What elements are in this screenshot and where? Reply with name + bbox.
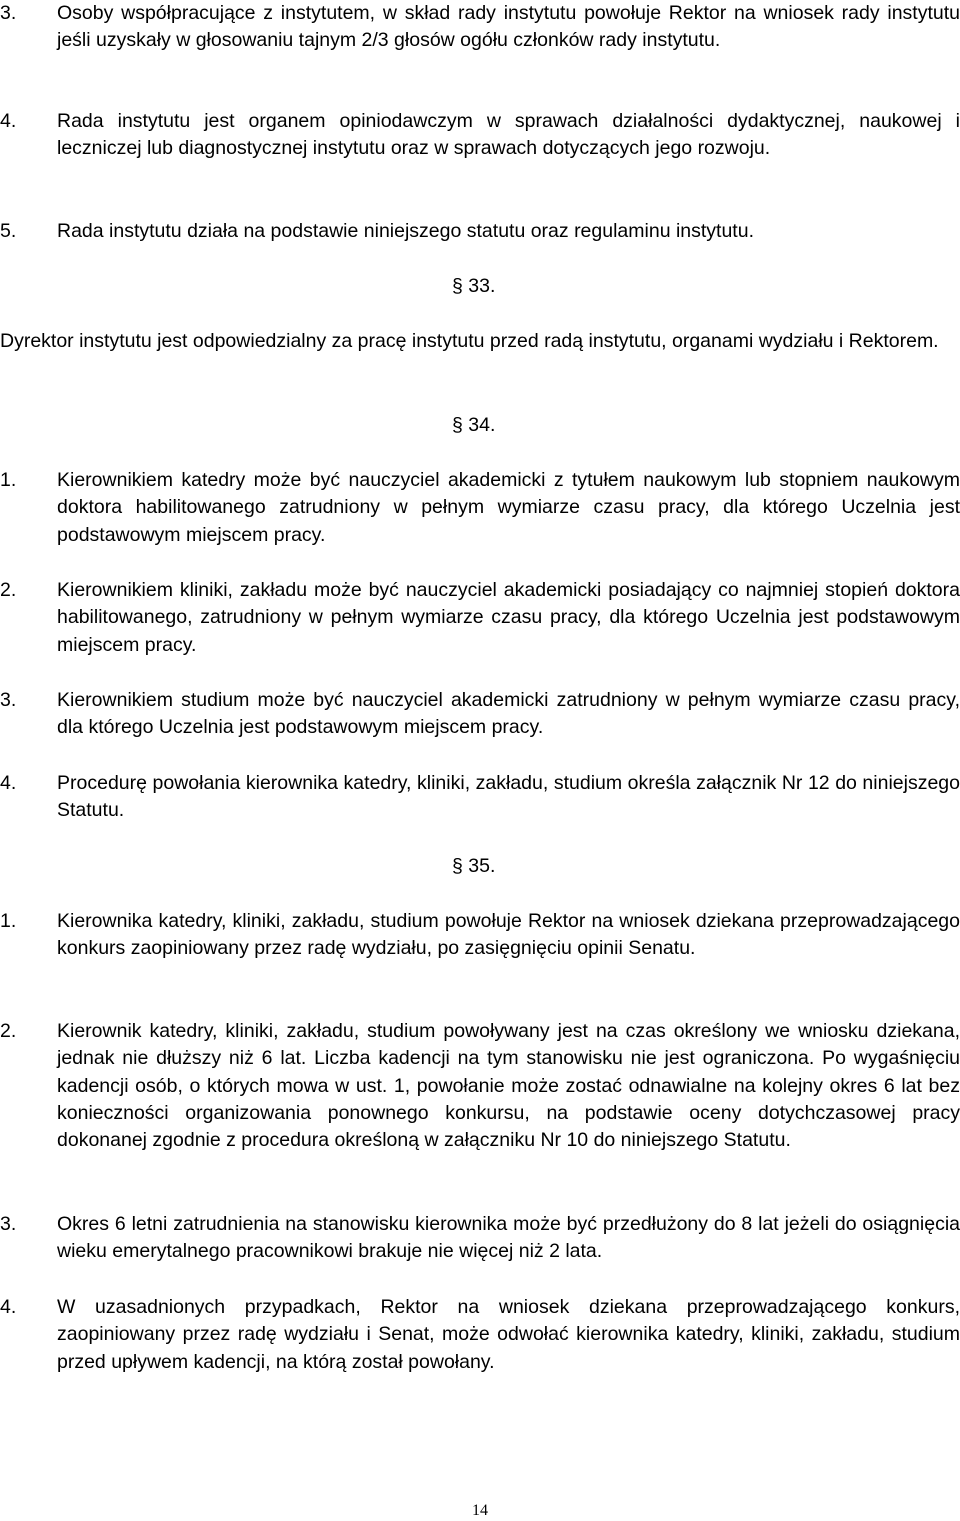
section-33-text: Dyrektor instytutu jest odpowiedzialny za pracę instytutu przed radą instytutu, organami wydziału i Rektorem.	[0, 330, 939, 352]
section-heading-35: § 35.	[452, 855, 496, 877]
list-item	[0, 770, 960, 825]
item-text: Kierownikiem katedry może być nauczyciel akademicki z tytułem naukowym lub stopniem naukowym doktora habilitowanego zatrudniony w pełnym wymiarze czasu pracy, dla którego Uczelnia jest podstawowym miejscem pracy.	[57, 469, 960, 546]
item-number: 2.	[0, 579, 17, 601]
item-number: 4.	[0, 1296, 17, 1318]
item-text: W uzasadnionych przypadkach, Rektor na wniosek dziekana przeprowadzającego konkurs, zaopiniowany przez radę wydziału i Senat, może odwołać kierownika katedry, kliniki, zakładu, studium przed upływem kadencji, na którą został powołany.	[57, 1296, 960, 1373]
item-text: Procedurę powołania kierownika katedry, kliniki, zakładu, studium określa załącznik Nr 12 do niniejszego Statutu.	[57, 772, 960, 822]
item-text: Kierownikiem studium może być nauczyciel akademicki zatrudniony w pełnym wymiarze czasu pracy, dla którego Uczelnia jest podstawowym miejscem pracy.	[57, 689, 960, 739]
item-number: 1.	[0, 910, 17, 932]
list-item	[0, 577, 960, 659]
list-item	[0, 1211, 960, 1266]
list-item	[0, 218, 960, 245]
item-number: 4.	[0, 110, 17, 132]
item-text: Kierownikiem kliniki, zakładu może być nauczyciel akademicki posiadający co najmniej stopień doktora habilitowanego, zatrudniony w pełnym wymiarze czasu pracy, dla którego Uczelnia jest podstawowym miejscem pracy.	[57, 579, 960, 656]
section-heading-34: § 34.	[452, 414, 496, 436]
item-text: Kierownika katedry, kliniki, zakładu, studium powołuje Rektor na wniosek dziekana przeprowadzającego konkurs zaopiniowany przez radę wydziału, po zasięgnięciu opinii Senatu.	[57, 910, 960, 960]
page-number: 14	[472, 1502, 488, 1519]
list-item	[0, 1294, 960, 1376]
item-number: 5.	[0, 220, 17, 242]
list-item	[0, 467, 960, 549]
item-text: Rada instytutu działa na podstawie niniejszego statutu oraz regulaminu instytutu.	[57, 220, 754, 242]
item-text: Okres 6 letni zatrudnienia na stanowisku kierownika może być przedłużony do 8 lat jeżeli do osiągnięcia wieku emerytalnego pracownikowi brakuje nie więcej niż 2 lata.	[57, 1213, 960, 1263]
item-number: 2.	[0, 1020, 17, 1042]
list-item	[0, 108, 960, 163]
item-number: 4.	[0, 772, 17, 794]
item-number: 3.	[0, 689, 17, 711]
item-number: 1.	[0, 469, 17, 491]
list-item	[0, 908, 960, 963]
item-text: Osoby współpracujące z instytutem, w skład rady instytutu powołuje Rektor na wniosek rady instytutu jeśli uzyskały w głosowaniu tajnym 2/3 głosów ogółu członków rady instytutu.	[57, 2, 960, 52]
item-number: 3.	[0, 2, 17, 24]
list-item	[0, 0, 960, 55]
list-item	[0, 1018, 960, 1154]
section-heading-33: § 33.	[452, 275, 496, 297]
item-text: Kierownik katedry, kliniki, zakładu, studium powoływany jest na czas określony we wniosku dziekana, jednak nie dłuższy niż 6 lat. Liczba kadencji na tym stanowisku nie jest ograniczona. Po wygaśnięciu kadencji osób, o których mowa w ust. 1, powołanie może zostać odnawialne na kolejny okres 6 lat bez konieczności organizowania ponownego konkursu, na podstawie oceny dotychczasowej pracy dokonanej zgodnie z procedura określoną w załączniku Nr 10 do niniejszego Statutu.	[57, 1020, 960, 1152]
item-number: 3.	[0, 1213, 17, 1235]
item-text: Rada instytutu jest organem opiniodawczym w sprawach działalności dydaktycznej, naukowej i leczniczej lub diagnostycznej instytutu oraz w sprawach dotyczących jego rozwoju.	[57, 110, 960, 160]
list-item	[0, 687, 960, 742]
